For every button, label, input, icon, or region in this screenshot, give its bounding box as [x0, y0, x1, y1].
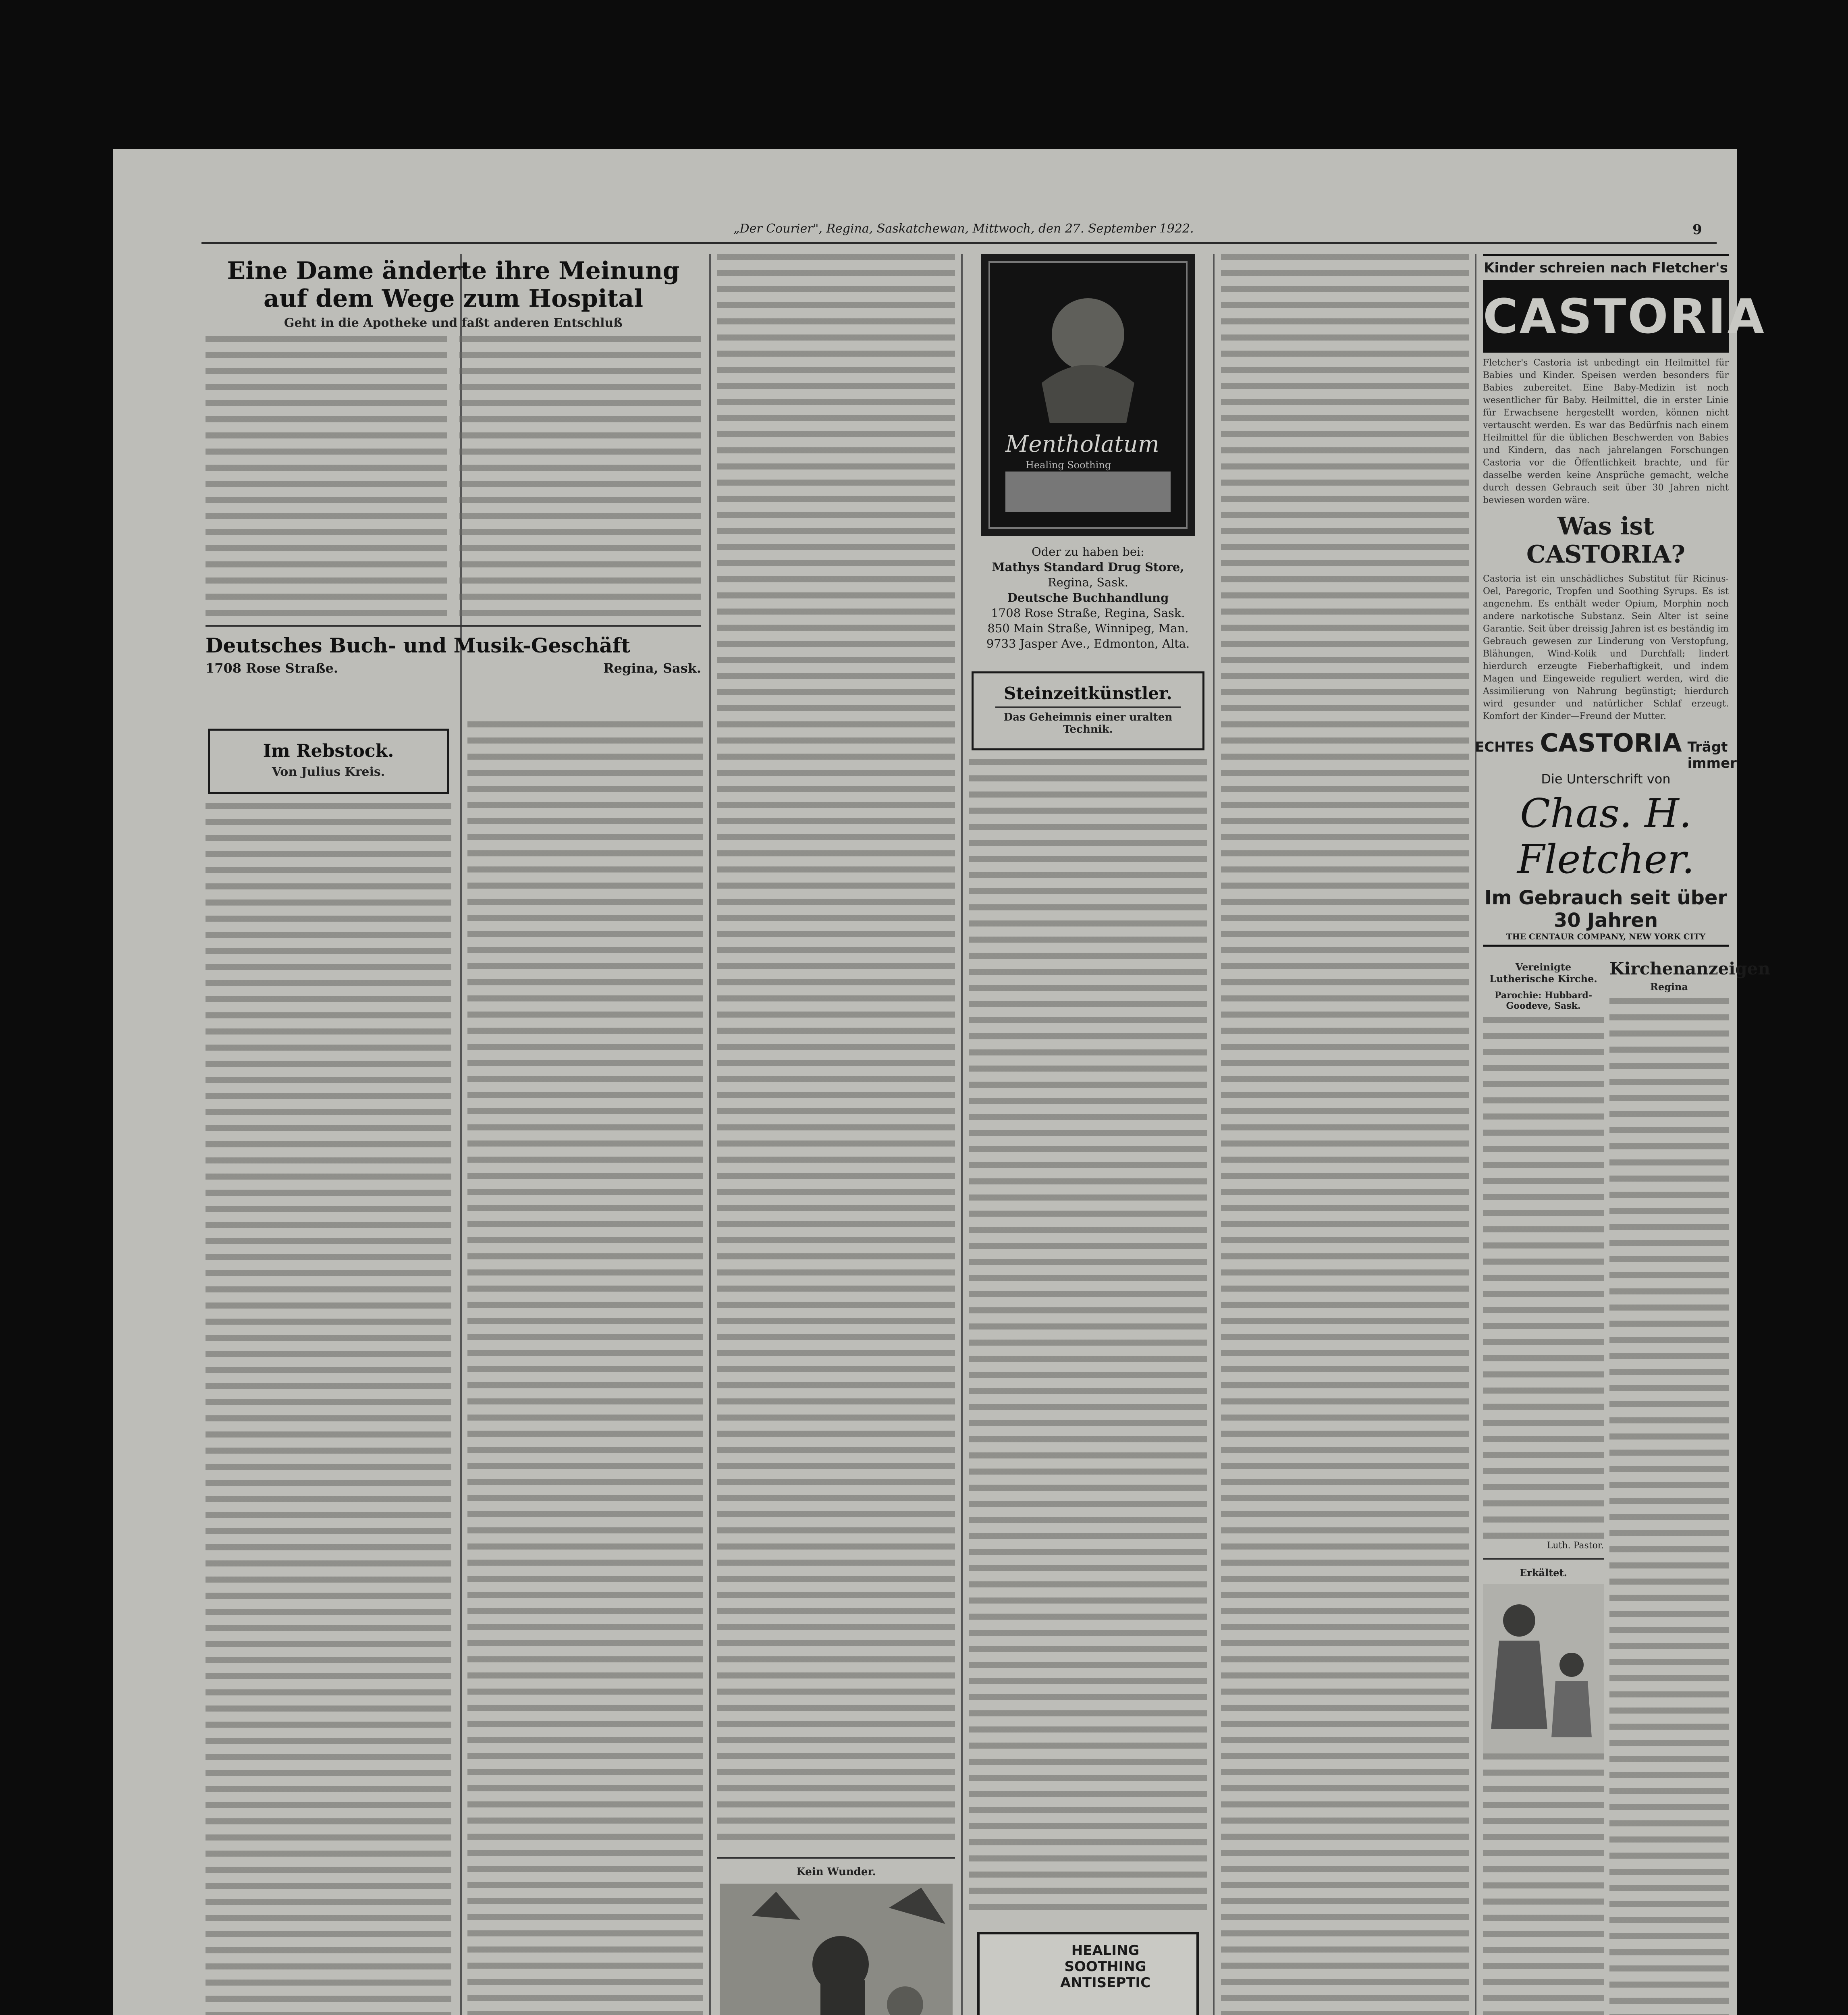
castoria-echtes: ECHTES — [1475, 739, 1534, 755]
church-left-sub: Parochie: Hubbard-Goodeve, Sask. — [1495, 990, 1592, 1011]
castoria-text: Fletcher's Castoria ist unbedingt ein Heilmittel für Babies und Kinder. Speisen werden besonders für Babies zubereitet. Eine Baby-Medizin ist noch wesentlicher für Baby. Heilmittel, die in erster Linie für Erwachsene hergestellt worden, können nicht vertauscht werden. Es war das Bedürfnis nach einem Heilmittel für die üblichen Beschwerden von Babies und Kindern, das nach jahrelangen Forschungen Castoria vor die Öffentlichkeit brachte, und für dasselbe werden keine Ansprüche gemacht, welche durch dessen Gebrauch seit über 30 Jahren nicht bewiesen worden wäre. — [1483, 358, 1729, 505]
zambuk-tagline — [1060, 1942, 1150, 1991]
store-line: 9733 Jasper Ave., Edmonton, Alta. — [986, 637, 1190, 650]
story-title-box — [208, 729, 449, 794]
castoria-unterschrift: Die Unterschrift von — [1541, 771, 1671, 787]
column-6 — [1475, 254, 1770, 2015]
church-right — [1609, 959, 1770, 2015]
store-line: Mathys Standard Drug Store, — [992, 560, 1184, 574]
store-line: 850 Main Straße, Winnipeg, Man. — [987, 621, 1189, 635]
column-4 — [969, 254, 1207, 2015]
page-number: 9 — [1692, 222, 1702, 238]
castoria-text2: Castoria ist ein unschädliches Substitut für Ricinus-Oel, Paregoric, Tropfen und Soothing Syrups. Es ist angenehm. Es enthält weder Opium, Morphin noch andere narkotische Substanz. Sein Alter ist seine Garantie. Seit über dreissig Jahren ist es beständig im Gebrauch gewesen zur Linderung von Verstopfung, Blähungen, Wind-Kolik und Durchfall; lindert hierdurch erzeugte Fieberhaftigkeit, und indem Magen und Eingeweide reguliert werden, wird die Assimilierung von Nahrung begünstigt; hierdurch wird gesunder und natürlicher Schlaf erzeugt. Komfort der Kinder—Freund der Mutter. — [1483, 574, 1729, 721]
story-text-continued — [467, 721, 703, 2015]
lead-article — [206, 336, 701, 618]
column-3 — [717, 254, 955, 2015]
cartoon-image — [1483, 1584, 1604, 1753]
castoria-traegt: Trägt immer — [1687, 739, 1737, 771]
jokes-text — [1483, 1753, 1604, 2015]
church-left-text — [1483, 1017, 1604, 1541]
zambuk-tagline-line: SOOTHING — [1064, 1959, 1146, 1975]
church-left-head: Vereinigte Lutherische Kirche. — [1489, 961, 1597, 985]
column-rule — [961, 254, 963, 2015]
pastor-signature: Luth. Pastor. — [1547, 1541, 1604, 1551]
divider — [995, 706, 1181, 708]
article-text-continued — [1221, 254, 1469, 2015]
church-right-sub: Regina — [1650, 981, 1688, 993]
divider — [717, 1857, 955, 1859]
castoria-signature: Chas. H. Fletcher. — [1517, 791, 1694, 883]
article-text-block — [459, 336, 701, 618]
article-subtitle: Das Geheimnis einer uralten Technik. — [1003, 711, 1173, 736]
castoria-header: Kinder schreien nach Fletcher's — [1483, 254, 1729, 276]
article-text-block — [206, 336, 447, 618]
store-line: Oder zu haben bei: — [1031, 545, 1145, 559]
castoria-gebrauch: Im Gebrauch seit über 30 Jahren — [1484, 887, 1728, 932]
castoria-company: THE CENTAUR COMPANY, NEW YORK CITY — [1483, 932, 1729, 947]
column-1 — [206, 721, 451, 2015]
zambuk-tagline-line: HEALING — [1071, 1942, 1140, 1959]
castoria-brand-banner: CASTORIA — [1483, 280, 1729, 353]
ad-tagline: Healing Soothing — [1026, 459, 1111, 471]
church-left — [1483, 959, 1604, 2015]
ad-brand: Mentholatum — [1005, 431, 1159, 457]
castoria-echtes-line — [1475, 728, 1737, 771]
article-title: Steinzeitkünstler. — [1004, 683, 1172, 703]
article-text — [969, 759, 1207, 1920]
column-5 — [1221, 254, 1469, 2015]
store-line: 1708 Rose Straße, Regina, Sask. — [991, 606, 1185, 620]
divider — [206, 625, 701, 627]
column-rule — [1213, 254, 1215, 2015]
story-text-continued — [717, 254, 955, 1850]
castoria-brand-2: CASTORIA — [1540, 728, 1682, 758]
column-rule — [709, 254, 711, 2015]
cartoon-image — [720, 1884, 953, 2015]
store-address: 1708 Rose Straße. — [206, 660, 338, 676]
zambuk-ad — [977, 1932, 1199, 2015]
church-section — [1483, 959, 1770, 2015]
store-list — [969, 544, 1207, 651]
divider — [1483, 1558, 1604, 1560]
subheadline: Geht in die Apotheke und faßt anderen Entschluß — [284, 316, 623, 330]
story-title: Im Rebstock. — [263, 741, 394, 761]
mentholatum-illustration — [981, 254, 1195, 536]
caption-erfolg: Erkältet. — [1519, 1567, 1568, 1579]
story-author: Von Julius Kreis. — [272, 764, 385, 779]
church-listings — [1609, 998, 1729, 2015]
zambuk-tagline-line: ANTISEPTIC — [1060, 1975, 1151, 1991]
cartoon-drawing — [720, 1884, 953, 2015]
header-rule — [201, 242, 1717, 244]
article-title-box — [972, 671, 1204, 750]
image-caption: Kein Wunder. — [796, 1866, 876, 1878]
newspaper-page — [113, 149, 1770, 2015]
headline: Eine Dame änderte ihre Meinung auf dem Wege zum Hospital — [227, 257, 680, 313]
page-header: „Der Courier", Regina, Saskatchewan, Mittwoch, den 27. September 1922. — [733, 222, 1194, 236]
store-city: Regina, Sask. — [603, 660, 701, 676]
store-name: Deutsches Buch- und Musik-Geschäft — [206, 634, 631, 657]
store-line: Regina, Sask. — [1047, 575, 1129, 589]
store-line: Deutsche Buchhandlung — [1007, 591, 1169, 604]
cartoon-drawing — [1483, 1584, 1604, 1753]
church-right-head: Kirchenanzeigen — [1609, 959, 1770, 978]
column-rule — [1475, 254, 1476, 2015]
column-2 — [467, 721, 703, 2015]
mentholatum-ad — [981, 254, 1195, 536]
story-text — [206, 803, 451, 2015]
store-address-line — [206, 661, 701, 676]
castoria-question: Was ist CASTORIA? — [1526, 512, 1686, 569]
